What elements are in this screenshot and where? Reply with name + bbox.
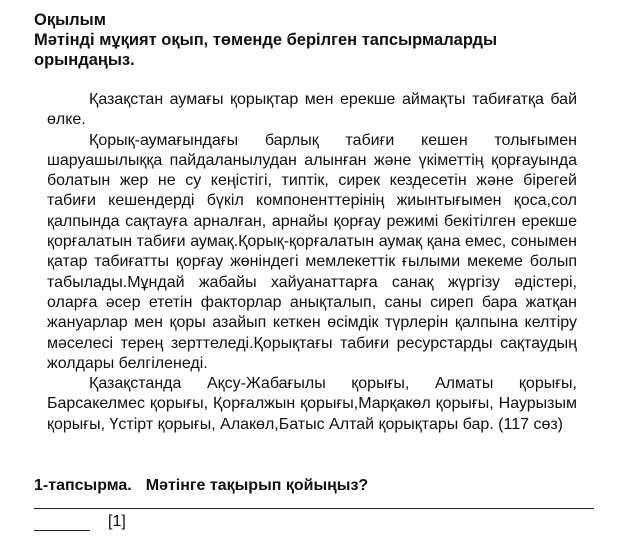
task-1 [34,476,368,496]
heading-block [34,10,594,70]
task-label: 1-тапсырма. [34,477,132,494]
answer-line-continued[interactable] [34,530,90,531]
instruction-line-1: Мәтінді мұқият оқып, төменде берілген тапсырмаларды [34,31,498,49]
task-marks: [1] [108,513,126,530]
paragraph-2: Қорық-аумағындағы барлық табиғи кешен толығымен шаруашылыққа пайдаланылудан алынған және үкіметтің қорғауында болатын жер не су кеңістігі, типтік, сирек кездесетін және бірегей табиғи кешендерді бүкіл компоненттерінің жиынтығымен қоса,сол қалпында сақтауға арналған, арнайы қорғау режимі бекітілген ерекше қорғалатын табиғи аумақ.Қорық-қорғалатын аумақ қана емес, сонымен қатар табиғатты қорғау жөніндегі мемлекеттік ғылыми мекеме болып табылады.Мұндай жабайы хайуанаттарға санақ жүргізу әдістері, оларға әсер ететін факторлар анықталып, саны сиреп бара жатқан жануарлар мен қоры азайып кеткен өсімдік түрлерін қалпына келтіру мәселесі терең зерттеледі.Қорықтағы табиғи ресурстарды сақтаудың жолдары белгіленеді. [47,131,577,372]
paragraph-3: Қазақстанда Ақсу-Жабағылы қорығы, Алматы қорығы, Барсакелмес қорығы, Қорғалжын қорығы,Марқакөл қорығы, Наурызым қорығы, Үстірт қорығы, Алакөл,Батыс Алтай қорықтары бар. (117 сөз) [47,375,577,433]
section-title: Оқылым [34,11,106,29]
answer-line[interactable] [34,508,594,509]
instruction-line-2: орындаңыз. [34,51,135,69]
paragraph-1: Қазақстан аумағы қорықтар мен ерекше аймақты табиғатқа бай өлке. [47,91,577,129]
reading-text [47,90,577,435]
task-question: Мәтінге тақырып қойыңыз? [145,477,369,494]
